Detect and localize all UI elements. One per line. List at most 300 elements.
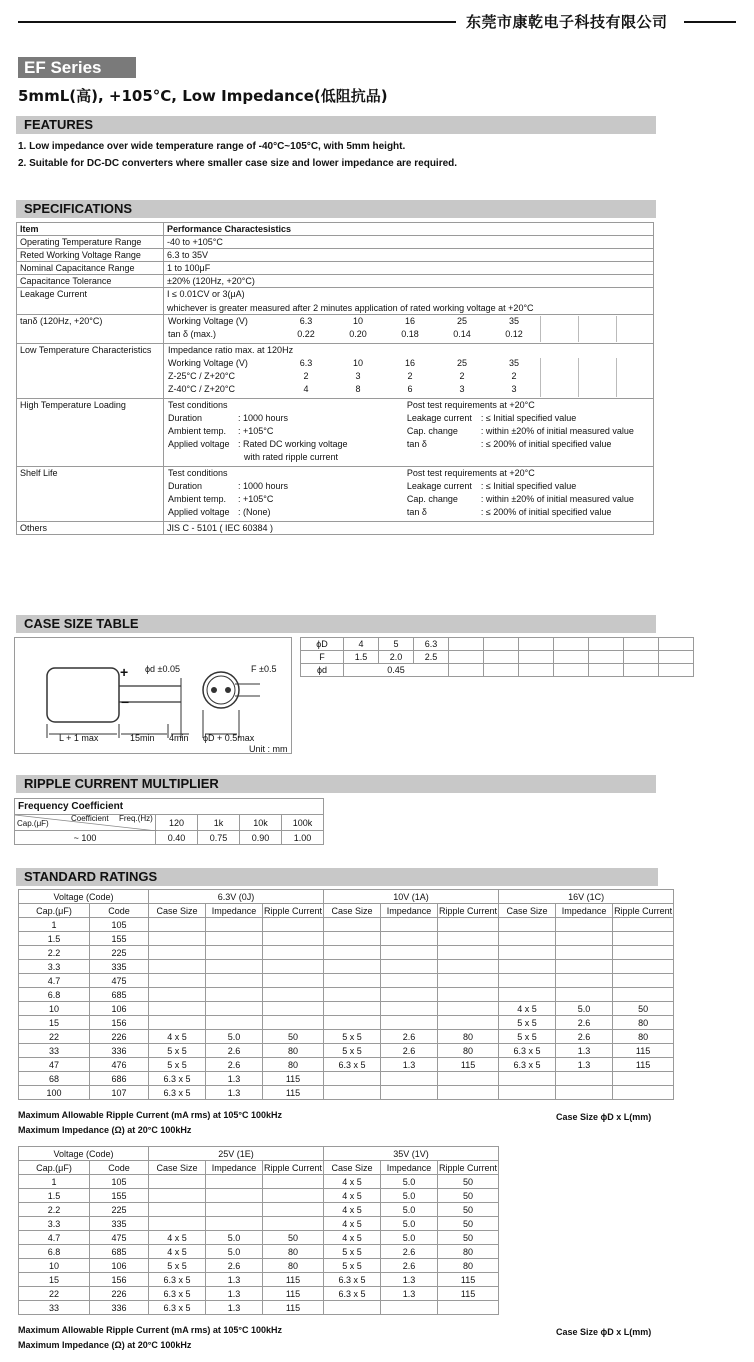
table-row xyxy=(19,1058,674,1072)
impedance-header: Impedance xyxy=(556,904,613,918)
rating-cell xyxy=(499,988,556,1002)
rating-cell xyxy=(381,1002,438,1016)
rating-cell: 80 xyxy=(263,1058,324,1072)
case-size-unit: Case Size ϕD x L(mm) xyxy=(556,1327,652,1337)
rating-cell xyxy=(556,1072,613,1086)
rating-cell: 2.6 xyxy=(206,1044,263,1058)
leakage-note: whichever is greater measured after 2 minutes application of rated working voltage at +20°C xyxy=(167,303,534,313)
spec-value xyxy=(164,344,654,399)
case-row xyxy=(301,651,694,664)
tand-max-label: tan δ (max.) xyxy=(168,329,217,339)
feature-item-1: 1. Low impedance over wide temperature range of -40°C~105°C, with 5mm height. xyxy=(18,141,406,152)
rating-cell xyxy=(499,960,556,974)
table-row xyxy=(19,1189,499,1203)
spec-row-shelf xyxy=(17,467,654,522)
rating-cell xyxy=(613,918,674,932)
rating-cell xyxy=(263,988,324,1002)
table-row xyxy=(19,946,674,960)
table-row xyxy=(19,1245,499,1259)
spec-row xyxy=(17,236,654,249)
rating-cell: 4 x 5 xyxy=(499,1002,556,1016)
code-cell: 685 xyxy=(90,1245,149,1259)
cap-cell: 68 xyxy=(19,1072,90,1086)
table-row xyxy=(19,1287,499,1301)
rating-cell xyxy=(149,960,206,974)
rating-cell xyxy=(263,918,324,932)
cap-cell: 6.8 xyxy=(19,988,90,1002)
case-cell: 4 xyxy=(344,638,379,651)
code-cell: 107 xyxy=(90,1086,149,1100)
rating-cell: 4 x 5 xyxy=(324,1231,381,1245)
code-cell: 156 xyxy=(90,1016,149,1030)
cap-cell: 100 xyxy=(19,1086,90,1100)
table-row xyxy=(19,1273,499,1287)
tand-subtable xyxy=(166,316,651,342)
rating-cell xyxy=(381,988,438,1002)
case-cell: 1.5 xyxy=(344,651,379,664)
rating-cell: 6.3 x 5 xyxy=(324,1287,381,1301)
spec-value: -40 to +105°C xyxy=(164,236,654,249)
lowtemp-voltage: 16 xyxy=(404,358,415,368)
z40-label: Z-40°C / Z+20°C xyxy=(168,384,235,394)
cap-cell: 6.8 xyxy=(19,1245,90,1259)
rating-cell: 50 xyxy=(613,1002,674,1016)
rating-cell xyxy=(556,932,613,946)
table-row xyxy=(19,1086,674,1100)
rating-cell xyxy=(438,1301,499,1315)
code-cell: 336 xyxy=(90,1301,149,1315)
rating-cell: 5.0 xyxy=(206,1231,263,1245)
blank-cell xyxy=(589,664,624,677)
shelf-value: : (None) xyxy=(238,507,271,517)
spec-item: Operating Temperature Range xyxy=(17,236,164,249)
spec-value xyxy=(164,399,654,467)
ripple-note: Maximum Allowable Ripple Current (mA rms) at 105°C 100kHz xyxy=(18,1325,283,1335)
rating-cell: 115 xyxy=(613,1058,674,1072)
rating-cell: 80 xyxy=(613,1016,674,1030)
rating-cell: 80 xyxy=(438,1044,499,1058)
table-row xyxy=(19,960,674,974)
code-cell: 105 xyxy=(90,1175,149,1189)
rating-cell: 2.6 xyxy=(206,1058,263,1072)
rating-cell xyxy=(324,1086,381,1100)
rating-cell: 2.6 xyxy=(206,1259,263,1273)
spec-item: Leakage Current xyxy=(17,288,164,315)
blank-cell xyxy=(484,664,519,677)
table-row xyxy=(19,1203,499,1217)
blank-cell xyxy=(484,638,519,651)
rating-cell xyxy=(499,1072,556,1086)
lowtemp-voltage-label: Working Voltage (V) xyxy=(168,358,248,368)
rating-cell: 6.3 x 5 xyxy=(149,1301,206,1315)
ripple-value: 0.90 xyxy=(240,831,282,845)
table-row xyxy=(19,1217,499,1231)
rating-cell xyxy=(499,974,556,988)
impedance-header: Impedance xyxy=(206,1161,263,1175)
cap-cell: 22 xyxy=(19,1287,90,1301)
ripple-freq: 120 xyxy=(156,815,198,831)
rating-cell: 5.0 xyxy=(206,1030,263,1044)
spec-row xyxy=(17,275,654,288)
rating-cell xyxy=(324,988,381,1002)
rating-cell xyxy=(206,946,263,960)
highload-tc: Test conditions xyxy=(168,400,228,410)
rating-cell: 115 xyxy=(263,1072,324,1086)
rating-cell: 1.3 xyxy=(381,1287,438,1301)
rating-cell xyxy=(263,960,324,974)
code-cell: 475 xyxy=(90,1231,149,1245)
rating-cell: 4 x 5 xyxy=(324,1175,381,1189)
code-cell: 226 xyxy=(90,1287,149,1301)
spec-item: Capacitance Tolerance xyxy=(17,275,164,288)
cap-cell: 15 xyxy=(19,1273,90,1287)
case-head: F xyxy=(301,651,344,664)
cap-cell: 2.2 xyxy=(19,946,90,960)
rating-cell xyxy=(149,988,206,1002)
rating-cell: 115 xyxy=(438,1058,499,1072)
rating-cell: 1.3 xyxy=(556,1058,613,1072)
case-row xyxy=(301,664,694,677)
spec-header-row xyxy=(17,223,654,236)
blank-cell xyxy=(579,316,617,329)
ripple-freq: 10k xyxy=(240,815,282,831)
table-row xyxy=(19,932,674,946)
series-subtitle: 5mmL(高), +105°C, Low Impedance(低阻抗品) xyxy=(18,87,388,105)
spec-item-header: Item xyxy=(17,223,164,236)
highload-value: : +105°C xyxy=(238,426,274,436)
cap-cell: 1.5 xyxy=(19,1189,90,1203)
spec-row xyxy=(17,249,654,262)
cap-cell: 15 xyxy=(19,1016,90,1030)
highload-value: : Rated DC working voltage xyxy=(238,439,348,449)
ratings-table-2 xyxy=(18,1146,499,1315)
code-cell: 335 xyxy=(90,1217,149,1231)
rating-cell xyxy=(499,1086,556,1100)
rating-cell xyxy=(263,1217,324,1231)
header-rule-left xyxy=(18,21,456,23)
code-cell: 106 xyxy=(90,1259,149,1273)
rating-cell: 5.0 xyxy=(206,1245,263,1259)
shelf-value: : within ±20% of initial measured value xyxy=(480,494,634,504)
ripple-value: 1.00 xyxy=(282,831,324,845)
spec-item: Shelf Life xyxy=(17,467,164,522)
blank-cell xyxy=(579,329,617,342)
rating-cell: 80 xyxy=(438,1030,499,1044)
table-row xyxy=(19,988,674,1002)
rating-cell: 50 xyxy=(438,1189,499,1203)
highload-value: : ≤ Initial specified value xyxy=(480,413,577,423)
cap-cell: 10 xyxy=(19,1002,90,1016)
shelf-value: : 1000 hours xyxy=(238,481,289,491)
header-rule-right xyxy=(684,21,736,23)
blank-cell xyxy=(579,371,617,384)
code-cell: 686 xyxy=(90,1072,149,1086)
rating-cell xyxy=(613,1086,674,1100)
rating-cell: 1.3 xyxy=(206,1273,263,1287)
voltage-code-header: Voltage (Code) xyxy=(19,1147,149,1161)
rating-cell: 115 xyxy=(263,1086,324,1100)
rating-cell xyxy=(324,932,381,946)
rating-cell xyxy=(438,1016,499,1030)
shelf-value: : +105°C xyxy=(238,494,274,504)
rating-cell: 2.6 xyxy=(381,1044,438,1058)
rating-cell: 1.3 xyxy=(206,1072,263,1086)
tand-value: 0.20 xyxy=(349,329,367,339)
rating-cell xyxy=(206,932,263,946)
rating-cell: 5.0 xyxy=(381,1175,438,1189)
rating-cell xyxy=(149,1217,206,1231)
blank-cell xyxy=(479,452,651,465)
rating-cell xyxy=(206,1002,263,1016)
rating-cell xyxy=(263,1016,324,1030)
highload-label: Cap. change xyxy=(406,426,458,436)
lowtemp-caption: Impedance ratio max. at 120Hz xyxy=(168,345,294,355)
rating-cell: 115 xyxy=(438,1273,499,1287)
code-cell: 475 xyxy=(90,974,149,988)
rating-cell: 1.3 xyxy=(206,1086,263,1100)
rating-cell: 6.3 x 5 xyxy=(149,1072,206,1086)
blank-cell xyxy=(484,651,519,664)
case-cell: 5 xyxy=(379,638,414,651)
highload-post: Post test requirements at +20°C xyxy=(406,400,535,410)
cap-cell: 47 xyxy=(19,1058,90,1072)
spec-item: Others xyxy=(17,522,164,535)
code-cell: 106 xyxy=(90,1002,149,1016)
rating-cell: 6.3 x 5 xyxy=(149,1273,206,1287)
rating-cell xyxy=(149,1189,206,1203)
spec-value: JIS C - 5101 ( IEC 60384 ) xyxy=(164,522,654,535)
cap-cell: 1 xyxy=(19,918,90,932)
z25-value: 2 xyxy=(407,371,413,381)
ripple-value: 0.40 xyxy=(156,831,198,845)
blank-cell xyxy=(579,384,617,397)
rating-cell xyxy=(324,946,381,960)
rating-cell xyxy=(149,918,206,932)
voltage-group-header: 6.3V (0J) xyxy=(149,890,324,904)
lead-min-label: 4min xyxy=(169,733,189,743)
rating-cell xyxy=(438,1086,499,1100)
lowtemp-subtable xyxy=(166,358,651,397)
shelf-value: : ≤ 200% of initial specified value xyxy=(480,507,612,517)
rating-cell: 2.6 xyxy=(381,1030,438,1044)
rating-cell: 5.0 xyxy=(381,1189,438,1203)
blank-cell xyxy=(617,329,651,342)
blank-cell xyxy=(449,664,484,677)
spec-value xyxy=(164,315,654,344)
rating-cell xyxy=(149,1203,206,1217)
rating-cell xyxy=(149,974,206,988)
cap-cell: 1.5 xyxy=(19,932,90,946)
rating-cell: 6.3 x 5 xyxy=(149,1287,206,1301)
blank-cell xyxy=(624,664,659,677)
rating-cell: 2.6 xyxy=(556,1016,613,1030)
rating-cell: 6.3 x 5 xyxy=(149,1086,206,1100)
shelf-label: Ambient temp. xyxy=(168,494,227,504)
case-cell: 6.3 xyxy=(414,638,449,651)
rating-cell xyxy=(438,932,499,946)
shelf-label: Cap. change xyxy=(406,494,458,504)
diameter-label: ϕD + 0.5max xyxy=(203,733,255,743)
rating-cell xyxy=(381,946,438,960)
ripple-note: Maximum Allowable Ripple Current (mA rms) at 105°C 100kHz xyxy=(18,1110,283,1120)
rating-cell xyxy=(206,1016,263,1030)
impedance-header: Impedance xyxy=(381,904,438,918)
rating-cell xyxy=(324,1301,381,1315)
blank-cell xyxy=(659,664,694,677)
tand-value: 0.18 xyxy=(401,329,419,339)
corner-freq: Freq.(Hz) xyxy=(119,814,153,823)
case-size-unit: Case Size ϕD x L(mm) xyxy=(556,1112,652,1122)
rating-cell xyxy=(263,974,324,988)
spec-row-others xyxy=(17,522,654,535)
rating-cell: 80 xyxy=(263,1044,324,1058)
code-cell: 105 xyxy=(90,918,149,932)
z40-value: 3 xyxy=(511,384,517,394)
impedance-header: Impedance xyxy=(206,904,263,918)
rating-cell xyxy=(556,946,613,960)
blank-cell xyxy=(617,371,651,384)
length-label: L + 1 max xyxy=(59,733,99,743)
tand-voltage: 35 xyxy=(508,316,519,326)
blank-cell xyxy=(624,638,659,651)
rating-cell xyxy=(556,988,613,1002)
highload-label: Ambient temp. xyxy=(168,426,227,436)
specifications-heading: SPECIFICATIONS xyxy=(16,200,656,218)
table-row xyxy=(19,1072,674,1086)
rating-cell xyxy=(206,974,263,988)
rating-cell xyxy=(324,1016,381,1030)
shelf-subtable xyxy=(166,468,651,520)
ripple-current-header: Ripple Current xyxy=(264,905,323,916)
shelf-label: tan δ xyxy=(406,507,427,517)
rating-cell: 2.6 xyxy=(381,1245,438,1259)
spec-row-lowtemp xyxy=(17,344,654,399)
spec-value: 6.3 to 35V xyxy=(164,249,654,262)
spec-item: High Temperature Loading xyxy=(17,399,164,467)
rating-cell xyxy=(263,946,324,960)
rating-cell xyxy=(149,1002,206,1016)
code-cell: 226 xyxy=(90,1030,149,1044)
rating-cell: 50 xyxy=(438,1175,499,1189)
ripple-freq: 1k xyxy=(198,815,240,831)
table-row xyxy=(19,1044,674,1058)
rating-cell xyxy=(613,932,674,946)
rating-cell xyxy=(206,918,263,932)
z40-value: 3 xyxy=(459,384,465,394)
rating-cell xyxy=(556,960,613,974)
rating-cell: 1.3 xyxy=(556,1044,613,1058)
impedance-note: Maximum Impedance (Ω) at 20°C 100kHz xyxy=(18,1340,192,1350)
tand-voltage: 16 xyxy=(404,316,415,326)
spec-value: 1 to 100μF xyxy=(164,262,654,275)
tand-value: 0.14 xyxy=(453,329,471,339)
blank-cell xyxy=(541,358,579,371)
rating-cell xyxy=(499,918,556,932)
z25-value: 2 xyxy=(511,371,517,381)
ratings-heading: STANDARD RATINGS xyxy=(16,868,658,886)
blank-cell xyxy=(624,651,659,664)
rating-cell xyxy=(149,946,206,960)
impedance-note: Maximum Impedance (Ω) at 20°C 100kHz xyxy=(18,1125,192,1135)
rating-cell xyxy=(556,918,613,932)
lowtemp-voltage: 10 xyxy=(352,358,363,368)
lowtemp-voltage: 6.3 xyxy=(299,358,313,368)
rating-cell: 6.3 x 5 xyxy=(499,1058,556,1072)
rating-cell xyxy=(438,974,499,988)
blank-cell xyxy=(617,384,651,397)
cap-header: Cap.(μF) xyxy=(19,1161,90,1175)
rating-cell: 6.3 x 5 xyxy=(324,1058,381,1072)
blank-cell xyxy=(324,799,331,815)
highload-label: Applied voltage xyxy=(168,439,230,449)
rating-cell: 5 x 5 xyxy=(499,1030,556,1044)
rating-cell xyxy=(556,1086,613,1100)
case-size-header: Case Size xyxy=(324,904,381,918)
spec-value xyxy=(164,288,654,315)
spec-value xyxy=(164,467,654,522)
tand-value: 0.12 xyxy=(505,329,523,339)
blank-cell xyxy=(579,358,617,371)
tand-voltage: 10 xyxy=(352,316,363,326)
table-row xyxy=(19,1301,499,1315)
table-row xyxy=(19,1231,499,1245)
rating-cell: 80 xyxy=(613,1030,674,1044)
corner-cap: Cap.(μF) xyxy=(17,819,49,828)
cap-cell: 4.7 xyxy=(19,1231,90,1245)
table-row xyxy=(19,1002,674,1016)
unit-label: Unit : mm xyxy=(249,744,288,754)
shelf-label: Leakage current xyxy=(406,481,472,491)
ripple-current-header: Ripple Current xyxy=(439,905,498,916)
feature-item-2: 2. Suitable for DC-DC converters where smaller case size and lower impedance are required. xyxy=(18,158,458,169)
lowtemp-voltage: 35 xyxy=(508,358,519,368)
ripple-current-header: Ripple Current xyxy=(264,1162,323,1173)
rating-cell xyxy=(206,1203,263,1217)
spec-item: tanδ (120Hz, +20°C) xyxy=(17,315,164,344)
rating-cell xyxy=(613,1072,674,1086)
case-cell: 2.5 xyxy=(414,651,449,664)
rating-cell xyxy=(613,960,674,974)
rating-cell: 6.3 x 5 xyxy=(499,1044,556,1058)
rating-cell: 2.6 xyxy=(381,1259,438,1273)
case-size-header: Case Size xyxy=(324,1161,381,1175)
rating-cell xyxy=(438,918,499,932)
rating-cell xyxy=(381,1301,438,1315)
rating-cell: 1.3 xyxy=(206,1301,263,1315)
rating-cell: 80 xyxy=(263,1259,324,1273)
leakage-formula: I ≤ 0.01CV or 3(μA) xyxy=(167,289,245,299)
case-size-header: Case Size xyxy=(149,904,206,918)
rating-cell xyxy=(206,1189,263,1203)
case-head: ϕD xyxy=(301,638,344,651)
table-row xyxy=(19,1030,674,1044)
rating-cell: 4 x 5 xyxy=(324,1203,381,1217)
case-size-header: Case Size xyxy=(499,904,556,918)
blank-cell xyxy=(449,638,484,651)
ratings-table-1 xyxy=(18,889,674,1100)
highload-label: tan δ xyxy=(406,439,427,449)
blank-cell xyxy=(589,651,624,664)
minus-sign: − xyxy=(121,694,130,710)
blank-cell xyxy=(519,664,554,677)
ripple-corner xyxy=(15,815,156,831)
rating-cell xyxy=(613,946,674,960)
ripple-freq: 100k xyxy=(282,815,324,831)
voltage-code-header: Voltage (Code) xyxy=(19,890,149,904)
rating-cell xyxy=(381,1086,438,1100)
rating-cell: 5.0 xyxy=(381,1217,438,1231)
rating-cell xyxy=(206,960,263,974)
